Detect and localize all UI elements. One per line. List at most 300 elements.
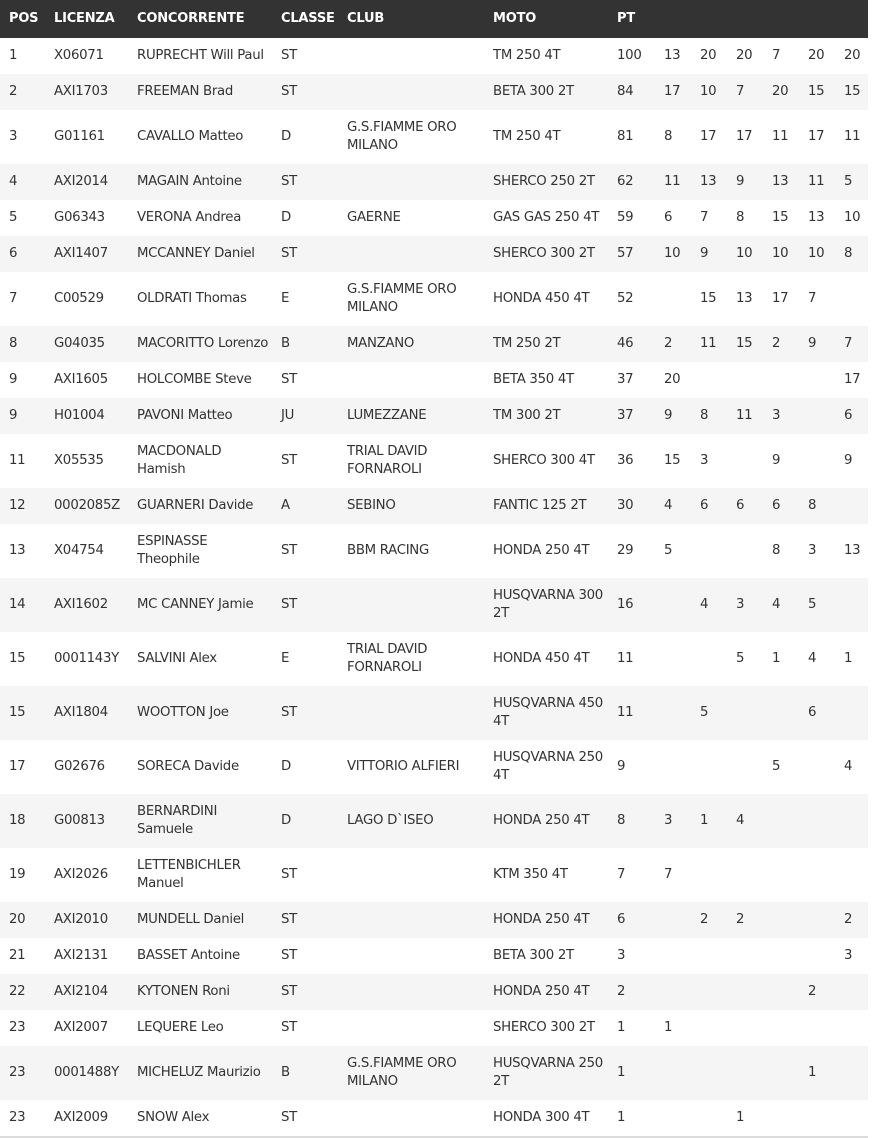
cell-pos: 7 (9, 291, 18, 306)
cell-pt: 59 (617, 210, 634, 225)
cell-licenza: G02676 (54, 759, 105, 774)
cell-round-points (695, 1010, 731, 1046)
cell-moto: FANTIC 125 2T (484, 488, 608, 524)
cell-concorrente: SORECA Davide (137, 759, 239, 774)
cell-club (338, 578, 484, 632)
cell-classe: ST (272, 74, 338, 110)
table-row (0, 74, 868, 110)
cell-round-points (731, 938, 767, 974)
cell-round-points (803, 794, 839, 848)
cell-club: SEBINO (338, 488, 484, 524)
cell-round-points: 13 (736, 291, 753, 306)
cell-moto: HONDA 250 4T (484, 974, 608, 1010)
table-row (0, 848, 868, 902)
cell-licenza: AXI1703 (45, 74, 128, 110)
cell-moto: HUSQVARNA 250 2T (484, 1046, 608, 1100)
cell-moto: SHERCO 300 2T (484, 236, 608, 272)
cell-classe: D (281, 210, 291, 225)
cell-round-points (767, 974, 803, 1010)
cell-classe: D (272, 794, 338, 848)
cell-round-points (839, 1100, 868, 1136)
cell-round-points (731, 524, 767, 578)
cell-round-points: 10 (803, 236, 839, 272)
cell-round-points: 20 (664, 372, 681, 387)
cell-round-points: 7 (839, 326, 868, 362)
cell-round-points (695, 1100, 731, 1136)
cell-round-points: 6 (839, 398, 868, 434)
cell-classe: ST (272, 974, 338, 1010)
header-pos: POS (0, 0, 45, 38)
cell-round-points: 2 (839, 902, 868, 938)
cell-round-points (659, 974, 695, 1010)
cell-licenza: 0002085Z (45, 488, 128, 524)
cell-moto: HONDA 250 4T (484, 794, 608, 848)
cell-round-points: 7 (808, 291, 817, 306)
cell-round-points: 13 (844, 543, 861, 558)
cell-classe: ST (281, 1020, 297, 1035)
cell-round-points: 5 (839, 164, 868, 200)
cell-round-points: 4 (659, 488, 695, 524)
cell-moto: HUSQVARNA 250 4T (493, 750, 603, 783)
cell-classe: ST (272, 578, 338, 632)
cell-concorrente: MACDONALD Hamish (137, 444, 222, 477)
cell-classe: ST (281, 543, 297, 558)
cell-round-points: 13 (767, 164, 803, 200)
cell-licenza: X04754 (54, 543, 104, 558)
cell-round-points: 8 (772, 543, 781, 558)
cell-round-points (695, 974, 731, 1010)
cell-round-points (695, 1046, 731, 1100)
cell-club: MANZANO (338, 326, 484, 362)
cell-pt: 37 (617, 372, 634, 387)
cell-round-points: 8 (695, 398, 731, 434)
header-licenza: LICENZA (45, 0, 128, 38)
cell-pt: 7 (617, 867, 626, 882)
cell-round-points (731, 434, 767, 488)
cell-round-points: 11 (659, 164, 695, 200)
cell-moto: HONDA 250 4T (484, 902, 608, 938)
cell-pt: 62 (608, 164, 659, 200)
table-row (0, 110, 868, 164)
cell-club (338, 236, 484, 272)
cell-moto: BETA 350 4T (493, 372, 574, 387)
cell-round-points: 11 (772, 129, 789, 144)
cell-round-points: 6 (664, 210, 673, 225)
table-row (0, 578, 868, 632)
cell-round-points: 9 (803, 326, 839, 362)
cell-round-points: 1 (844, 651, 853, 666)
cell-round-points (803, 398, 839, 434)
table-row (0, 938, 868, 974)
cell-licenza: G01161 (54, 129, 105, 144)
cell-moto: BETA 300 2T (484, 74, 608, 110)
cell-round-points: 13 (695, 164, 731, 200)
header-round (803, 0, 839, 38)
cell-pos: 14 (0, 578, 45, 632)
cell-round-points (803, 848, 839, 902)
cell-round-points: 9 (731, 164, 767, 200)
cell-round-points (695, 848, 731, 902)
cell-club: TRIAL DAVID FORNAROLI (347, 444, 428, 477)
cell-pt: 3 (617, 948, 626, 963)
cell-licenza: AXI2010 (45, 902, 128, 938)
header-moto: MOTO (484, 0, 608, 38)
cell-pos: 23 (0, 1046, 45, 1100)
cell-round-points (803, 902, 839, 938)
table-row (0, 902, 868, 938)
table-row (0, 326, 868, 362)
cell-club: LAGO D`ISEO (338, 794, 484, 848)
cell-round-points: 8 (803, 488, 839, 524)
cell-round-points: 9 (659, 398, 695, 434)
cell-round-points: 20 (700, 48, 717, 63)
table-row (0, 740, 868, 794)
table-row (0, 794, 868, 848)
cell-classe: ST (272, 902, 338, 938)
cell-pt: 9 (617, 759, 626, 774)
cell-pt: 84 (608, 74, 659, 110)
cell-round-points: 5 (664, 543, 673, 558)
cell-pos: 9 (0, 398, 45, 434)
cell-moto: BETA 300 2T (493, 948, 574, 963)
cell-round-points (695, 362, 731, 398)
cell-club (338, 902, 484, 938)
cell-moto: TM 250 4T (493, 48, 561, 63)
cell-round-points: 5 (736, 651, 745, 666)
cell-round-points (659, 632, 695, 686)
table-row (0, 398, 868, 434)
cell-classe: D (281, 759, 291, 774)
cell-moto: HONDA 450 4T (493, 291, 590, 306)
cell-round-points: 6 (803, 686, 839, 740)
cell-concorrente: PAVONI Matteo (128, 398, 272, 434)
cell-club (338, 974, 484, 1010)
cell-round-points: 17 (659, 74, 695, 110)
cell-round-points (731, 1010, 767, 1046)
cell-pt: 11 (617, 651, 634, 666)
table-body (0, 38, 868, 1136)
cell-moto: HONDA 450 4T (493, 651, 590, 666)
cell-pt: 81 (617, 129, 634, 144)
cell-licenza: AXI1804 (45, 686, 128, 740)
cell-club: G.S.FIAMME ORO MILANO (347, 282, 457, 315)
cell-licenza: AXI2014 (45, 164, 128, 200)
cell-round-points: 11 (844, 129, 861, 144)
cell-concorrente: MAGAIN Antoine (128, 164, 272, 200)
cell-round-points (695, 524, 731, 578)
cell-round-points (659, 740, 695, 794)
cell-licenza: G04035 (45, 326, 128, 362)
cell-pt: 29 (617, 543, 634, 558)
cell-licenza: AXI2007 (54, 1020, 108, 1035)
cell-concorrente: MC CANNEY Jamie (128, 578, 272, 632)
cell-pos: 20 (0, 902, 45, 938)
cell-round-points (767, 1100, 803, 1136)
cell-round-points: 15 (700, 291, 717, 306)
cell-round-points: 3 (700, 453, 709, 468)
cell-club: TRIAL DAVID FORNAROLI (347, 642, 428, 675)
cell-round-points: 9 (772, 453, 781, 468)
cell-pt: 1 (617, 1110, 626, 1125)
cell-pos: 22 (0, 974, 45, 1010)
cell-club (338, 938, 484, 974)
cell-moto: TM 250 4T (493, 129, 561, 144)
cell-round-points: 3 (808, 543, 817, 558)
cell-round-points (839, 1010, 868, 1046)
table-row (0, 164, 868, 200)
cell-club: VITTORIO ALFIERI (347, 759, 460, 774)
cell-pos: 3 (9, 129, 18, 144)
cell-round-points (767, 794, 803, 848)
cell-round-points: 4 (695, 578, 731, 632)
table-row (0, 488, 868, 524)
cell-round-points: 7 (664, 867, 673, 882)
cell-club: G.S.FIAMME ORO MILANO (338, 1046, 484, 1100)
table-row (0, 1010, 868, 1046)
cell-round-points (731, 686, 767, 740)
cell-moto: TM 300 2T (484, 398, 608, 434)
cell-concorrente: BASSET Antoine (137, 948, 240, 963)
cell-licenza: 0001143Y (54, 651, 119, 666)
cell-club: LUMEZZANE (338, 398, 484, 434)
cell-round-points: 1 (803, 1046, 839, 1100)
cell-classe: ST (281, 948, 297, 963)
cell-round-points: 2 (803, 974, 839, 1010)
cell-round-points (767, 902, 803, 938)
cell-classe: ST (281, 453, 297, 468)
cell-round-points: 2 (731, 902, 767, 938)
cell-round-points: 3 (767, 398, 803, 434)
cell-round-points (767, 362, 803, 398)
cell-concorrente: MICHELUZ Maurizio (128, 1046, 272, 1100)
cell-round-points: 7 (700, 210, 709, 225)
cell-classe: D (281, 129, 291, 144)
cell-round-points: 4 (808, 651, 817, 666)
cell-pos: 23 (9, 1110, 26, 1125)
cell-concorrente: LETTENBICHLER Manuel (137, 858, 241, 891)
cell-round-points (767, 938, 803, 974)
cell-round-points: 17 (808, 129, 825, 144)
cell-pos: 13 (9, 543, 26, 558)
cell-concorrente: VERONA Andrea (137, 210, 242, 225)
cell-round-points: 8 (664, 129, 673, 144)
cell-club (338, 1100, 484, 1136)
cell-round-points (839, 578, 868, 632)
cell-pos: 11 (9, 453, 26, 468)
table-row (0, 434, 868, 488)
cell-concorrente: FREEMAN Brad (128, 74, 272, 110)
cell-round-points: 6 (695, 488, 731, 524)
cell-round-points: 1 (772, 651, 781, 666)
cell-licenza: X05535 (54, 453, 104, 468)
cell-round-points (659, 272, 695, 326)
cell-pos: 19 (9, 867, 26, 882)
cell-round-points: 17 (844, 372, 861, 387)
cell-round-points: 3 (659, 794, 695, 848)
cell-round-points: 6 (731, 488, 767, 524)
cell-club (338, 848, 484, 902)
cell-licenza: AXI1605 (54, 372, 108, 387)
cell-concorrente: MACORITTO Lorenzo (128, 326, 272, 362)
cell-pt: 16 (608, 578, 659, 632)
header-round (695, 0, 731, 38)
table-row (0, 38, 868, 74)
cell-round-points (767, 848, 803, 902)
cell-classe: ST (272, 236, 338, 272)
cell-classe: B (272, 326, 338, 362)
cell-round-points: 10 (844, 210, 861, 225)
cell-round-points (839, 488, 868, 524)
cell-classe: ST (281, 372, 297, 387)
cell-classe: B (272, 1046, 338, 1100)
cell-round-points: 4 (767, 578, 803, 632)
cell-round-points: 20 (844, 48, 861, 63)
cell-classe: E (281, 651, 290, 666)
cell-round-points: 11 (695, 326, 731, 362)
cell-round-points (659, 902, 695, 938)
cell-moto: HONDA 250 4T (493, 543, 590, 558)
cell-licenza: AXI2026 (54, 867, 108, 882)
cell-moto: SHERCO 250 2T (484, 164, 608, 200)
header-club: CLUB (338, 0, 484, 38)
cell-round-points: 3 (844, 948, 853, 963)
cell-round-points (839, 272, 868, 326)
cell-round-points (731, 362, 767, 398)
cell-moto: SHERCO 300 4T (493, 453, 595, 468)
cell-concorrente: CAVALLO Matteo (137, 129, 244, 144)
cell-round-points (659, 938, 695, 974)
cell-pos: 17 (9, 759, 26, 774)
table-row (0, 200, 868, 236)
cell-round-points (695, 740, 731, 794)
cell-round-points: 5 (695, 686, 731, 740)
cell-round-points (731, 1046, 767, 1100)
cell-licenza: AXI2104 (45, 974, 128, 1010)
cell-licenza: AXI2131 (54, 948, 108, 963)
cell-moto: GAS GAS 250 4T (493, 210, 600, 225)
cell-round-points (839, 1046, 868, 1100)
header-classe: CLASSE (272, 0, 338, 38)
cell-round-points: 2 (695, 902, 731, 938)
table-header-row (0, 0, 868, 38)
cell-round-points (767, 1010, 803, 1046)
cell-pos: 15 (0, 686, 45, 740)
cell-classe: ST (281, 1110, 297, 1125)
cell-licenza: H01004 (45, 398, 128, 434)
cell-classe: JU (272, 398, 338, 434)
cell-pt: 8 (608, 794, 659, 848)
cell-pt: 2 (608, 974, 659, 1010)
header-round (659, 0, 695, 38)
cell-round-points: 15 (731, 326, 767, 362)
cell-concorrente: HOLCOMBE Steve (137, 372, 252, 387)
cell-pos: 1 (9, 48, 18, 63)
cell-round-points: 7 (731, 74, 767, 110)
cell-concorrente: GUARNERI Davide (128, 488, 272, 524)
header-round (731, 0, 767, 38)
cell-round-points: 15 (803, 74, 839, 110)
cell-club (338, 1010, 484, 1046)
cell-licenza: C00529 (54, 291, 104, 306)
cell-licenza: G06343 (54, 210, 105, 225)
table-row (0, 236, 868, 272)
table-row (0, 686, 868, 740)
cell-pos: 8 (0, 326, 45, 362)
cell-round-points: 5 (772, 759, 781, 774)
header-round (839, 0, 868, 38)
cell-club (338, 164, 484, 200)
cell-round-points (731, 740, 767, 794)
cell-pos: 12 (0, 488, 45, 524)
cell-moto: HONDA 300 4T (493, 1110, 590, 1125)
cell-pt: 52 (617, 291, 634, 306)
cell-pos: 15 (9, 651, 26, 666)
cell-round-points (731, 974, 767, 1010)
cell-round-points: 8 (839, 236, 868, 272)
cell-pt: 100 (617, 48, 642, 63)
cell-concorrente: ESPINASSE Theophile (137, 534, 208, 567)
cell-licenza: 0001488Y (45, 1046, 128, 1100)
table-row (0, 272, 868, 326)
cell-round-points: 20 (767, 74, 803, 110)
header-concorrente: CONCORRENTE (128, 0, 272, 38)
table-row (0, 974, 868, 1010)
cell-moto: SHERCO 300 2T (493, 1020, 595, 1035)
cell-round-points: 9 (695, 236, 731, 272)
cell-round-points (839, 686, 868, 740)
cell-concorrente: RUPRECHT Will Paul (137, 48, 264, 63)
cell-concorrente: MCCANNEY Daniel (128, 236, 272, 272)
cell-pos: 23 (9, 1020, 26, 1035)
table-row (0, 632, 868, 686)
cell-round-points: 11 (803, 164, 839, 200)
cell-concorrente: SALVINI Alex (137, 651, 217, 666)
cell-club (338, 686, 484, 740)
cell-round-points: 17 (772, 291, 789, 306)
cell-classe: A (272, 488, 338, 524)
cell-concorrente: BERNARDINI Samuele (128, 794, 272, 848)
cell-round-points (839, 794, 868, 848)
table-row (0, 1100, 868, 1136)
cell-round-points (803, 362, 839, 398)
cell-round-points (767, 1046, 803, 1100)
cell-club (338, 362, 484, 398)
cell-round-points: 10 (767, 236, 803, 272)
cell-round-points (695, 632, 731, 686)
cell-club: GAERNE (347, 210, 401, 225)
cell-licenza: X06071 (54, 48, 104, 63)
cell-round-points (803, 938, 839, 974)
cell-round-points: 17 (736, 129, 753, 144)
cell-round-points: 15 (664, 453, 681, 468)
cell-pos: 4 (0, 164, 45, 200)
cell-round-points (803, 1100, 839, 1136)
cell-pt: 1 (617, 1020, 626, 1035)
cell-moto: TM 250 2T (484, 326, 608, 362)
cell-round-points: 11 (731, 398, 767, 434)
cell-round-points: 15 (772, 210, 789, 225)
cell-round-points: 20 (736, 48, 753, 63)
cell-pt: 57 (608, 236, 659, 272)
cell-concorrente: SNOW Alex (137, 1110, 210, 1125)
cell-pt: 6 (608, 902, 659, 938)
cell-classe: ST (272, 164, 338, 200)
cell-round-points (695, 938, 731, 974)
cell-round-points: 13 (808, 210, 825, 225)
cell-licenza: AXI1602 (45, 578, 128, 632)
cell-round-points: 3 (731, 578, 767, 632)
cell-round-points: 5 (803, 578, 839, 632)
